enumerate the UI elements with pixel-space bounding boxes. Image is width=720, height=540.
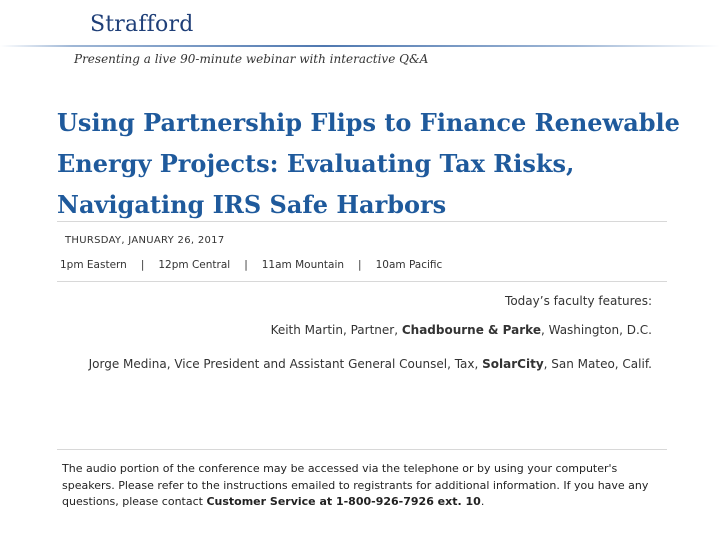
event-times (60, 259, 442, 271)
speaker-details: Jorge Medina, Vice President and Assistant General Counsel, Tax, (88, 357, 483, 371)
header-divider (0, 45, 720, 47)
speaker-keith-martin (271, 323, 652, 337)
time-separator: | (244, 259, 248, 271)
speaker-location: , San Mateo, Calif. (543, 357, 652, 371)
audio-instructions-end: . (480, 495, 485, 508)
footer-divider (57, 449, 667, 450)
times-divider (57, 281, 667, 282)
audio-instructions (62, 461, 662, 511)
time-pacific: 10am Pacific (375, 259, 443, 271)
speaker-firm: SolarCity (482, 357, 544, 371)
faculty-intro: Today’s faculty features: (505, 294, 652, 308)
title-divider (57, 221, 667, 222)
time-separator: | (358, 259, 362, 271)
speaker-location: , Washington, D.C. (540, 323, 652, 337)
tagline: Presenting a live 90-minute webinar with interactive Q&A (74, 52, 429, 66)
time-mountain: 11am Mountain (261, 259, 345, 271)
time-central: 12pm Central (158, 259, 231, 271)
webinar-title: Using Partnership Flips to Finance Renewable Energy Projects: Evaluating Tax Risks, Navigating IRS Safe Harbors (57, 108, 680, 219)
speaker-details: Keith Martin, Partner, (270, 323, 402, 337)
time-separator: | (140, 259, 145, 271)
speaker-jorge-medina (89, 357, 652, 371)
strafford-logo: Strafford (90, 12, 194, 37)
customer-service-contact: Customer Service at 1-800-926-7926 ext. 10 (206, 495, 481, 508)
speaker-firm: Chadbourne & Parke (401, 323, 541, 337)
time-eastern: 1pm Eastern (60, 259, 127, 271)
audio-instructions-text: The audio portion of the conference may be accessed via the telephone or by using your computer's speakers. Please refer to the instructions emailed to registrants for additional information. If you have any questions, please contact (62, 462, 649, 508)
event-date: THURSDAY, JANUARY 26, 2017 (65, 235, 225, 246)
